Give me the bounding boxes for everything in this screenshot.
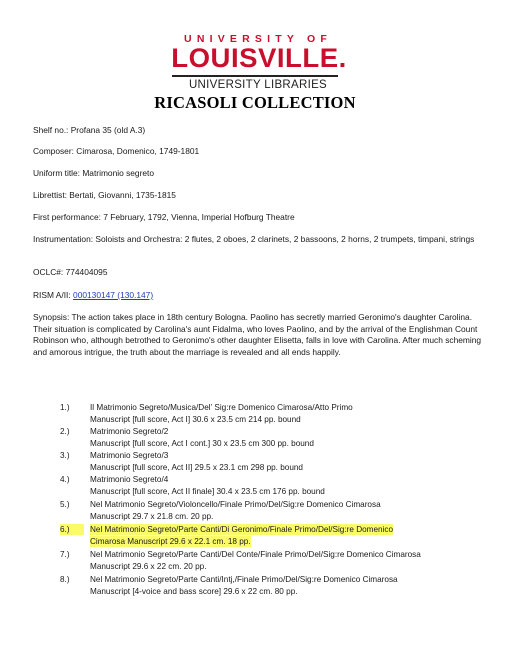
page-title: RICASOLI COLLECTION bbox=[154, 93, 356, 112]
item-title: Matrimonio Segreto/3 bbox=[90, 451, 169, 460]
item-description: Manuscript 29.7 x 21.8 cm. 20 pp. bbox=[90, 512, 214, 521]
item-title: Matrimonio Segreto/2 bbox=[90, 427, 169, 436]
librettist: Librettist: Bertati, Giovanni, 1735-1815 bbox=[33, 190, 176, 200]
logo-university-of: UNIVERSITY OF bbox=[184, 33, 332, 45]
item-description: Manuscript [full score, Act I cont.] 30 x 23.5 cm 300 pp. bound bbox=[90, 439, 314, 448]
logo-divider bbox=[172, 75, 338, 77]
item-description: Manuscript [full score, Act I] 30.6 x 23.5 cm 214 pp. bound bbox=[90, 415, 301, 424]
item-number: 5.) bbox=[60, 500, 70, 509]
first-performance: First performance: 7 February, 1792, Vienna, Imperial Hofburg Theatre bbox=[33, 212, 295, 222]
item-number: 1.) bbox=[60, 403, 70, 412]
university-logo bbox=[0, 34, 510, 91]
rism-link[interactable]: 000130147 (130.147) bbox=[73, 290, 154, 300]
item-number: 6.) bbox=[60, 524, 84, 535]
rism-entry bbox=[33, 290, 483, 302]
instrumentation: Instrumentation: Soloists and Orchestra: 2 flutes, 2 oboes, 2 clarinets, 2 bassoons, 2 horns, 2 trumpets, timpani, strings bbox=[33, 234, 475, 244]
item-number: 4.) bbox=[60, 475, 70, 484]
oclc-number: OCLC#: 774404095 bbox=[33, 267, 108, 277]
item-number: 2.) bbox=[60, 427, 70, 436]
uniform-title: Uniform title: Matrimonio segreto bbox=[33, 168, 155, 178]
rism-label: RISM A/II: bbox=[33, 290, 74, 300]
synopsis: Synopsis: The action takes place in 18th century Bologna. Paolino has secretly married Geronimo's daughter Carolina. Their situation is complicated by Carolina's aunt Fidalma, who loves Paolino, and by the arrival of the Englishman Count Robinson who, although betrothed to Geronimo's other daughter Elisetta, falls in love with Carolina. After much scheming and amorous intrigue, the truth about the marriage is revealed and all ends happily. bbox=[33, 312, 482, 357]
item-title: Nel Matrimonio Segreto/Parte Canti/Del Conte/Finale Primo/Del/Sig:re Domenico Cimarosa bbox=[90, 550, 421, 559]
item-number: 7.) bbox=[60, 550, 70, 559]
item-number: 8.) bbox=[60, 575, 70, 584]
item-description: Manuscript [full score, Act II finale] 30.4 x 23.5 cm 176 pp. bound bbox=[90, 487, 325, 496]
item-description: Manuscript [4-voice and bass score] 29.6 x 22 cm. 80 pp. bbox=[90, 587, 298, 596]
item-title: Nel Matrimonio Segreto/Parte Canti/Intj,/Finale Primo/Del/Sig:re Domenico Cimarosa bbox=[90, 575, 398, 584]
item-title: Matrimonio Segreto/4 bbox=[90, 475, 169, 484]
shelf-number: Shelf no.: Profana 35 (old A.3) bbox=[33, 125, 146, 135]
logo-university-libraries: UNIVERSITY LIBRARIES bbox=[188, 78, 328, 91]
logo-louisville: LOUISVILLE. bbox=[171, 43, 347, 73]
item-description: Manuscript [full score, Act II] 29.5 x 23.1 cm 298 pp. bound bbox=[90, 463, 303, 472]
item-title: Nel Matrimonio Segreto/Violoncello/Finale Primo/Del/Sig:re Domenico Cimarosa bbox=[90, 500, 381, 509]
item-description: Cimarosa Manuscript 29.6 x 22.1 cm. 18 pp. bbox=[90, 537, 251, 546]
item-description: Manuscript 29.6 x 22 cm. 20 pp. bbox=[90, 562, 207, 571]
item-number: 3.) bbox=[60, 451, 70, 460]
composer: Composer: Cimarosa, Domenico, 1749-1801 bbox=[33, 146, 200, 156]
item-title: Nel Matrimonio Segreto/Parte Canti/Di Geronimo/Finale Primo/Del/Sig:re Domenico bbox=[90, 525, 394, 534]
item-title: Il Matrimonio Segreto/Musica/Del’ Sig:re Domenico Cimarosa/Atto Primo bbox=[90, 403, 353, 412]
